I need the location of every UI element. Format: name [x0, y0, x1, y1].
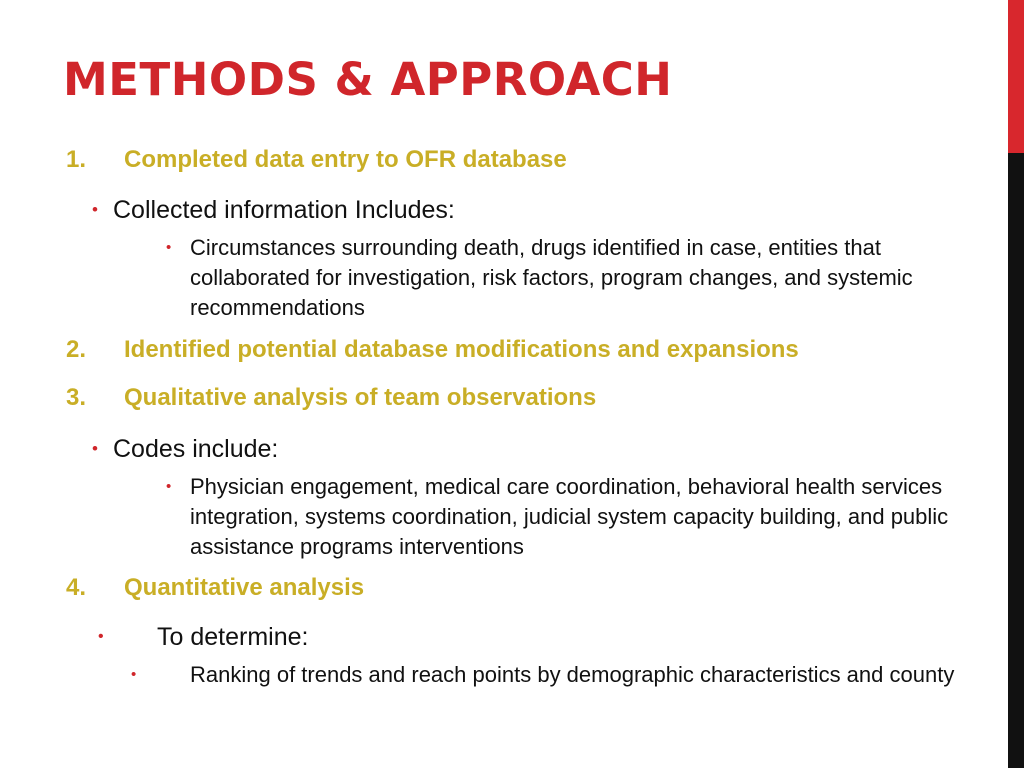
- item-1-heading: Completed data entry to OFR database: [124, 146, 567, 173]
- item-1-sub-bullet-text: Circumstances surrounding death, drugs identified in case, entities that collaborated for investigation, risk factors, program changes, and systemic recommendations: [190, 235, 913, 320]
- item-3-number: 3.: [66, 384, 87, 411]
- item-4-sub-bullet-marker: •: [131, 666, 137, 683]
- item-2-heading: Identified potential database modifications and expansions: [124, 336, 799, 363]
- item-2-number: 2.: [66, 336, 87, 363]
- item-1-number: 1.: [66, 146, 87, 173]
- item-3-bullet-text: Codes include:: [113, 435, 279, 463]
- item-4-number: 4.: [66, 574, 87, 601]
- item-4-bullet-marker: •: [98, 628, 104, 645]
- item-4-heading: Quantitative analysis: [124, 574, 365, 601]
- accent-bar-bottom: [1008, 153, 1024, 768]
- item-3-sub-bullet-marker: •: [166, 478, 172, 495]
- accent-bar: [1008, 0, 1024, 768]
- accent-bar-top: [1008, 0, 1024, 153]
- item-3-bullet-marker: •: [92, 439, 98, 458]
- slide-title: METHODS & APPROACH: [63, 53, 673, 106]
- item-1-bullet-marker: •: [92, 200, 98, 219]
- item-4-sub-bullet-text: Ranking of trends and reach points by demographic characteristics and county: [190, 662, 955, 687]
- item-1-bullet-text: Collected information Includes:: [113, 196, 455, 224]
- item-4-bullet-text: To determine:: [157, 623, 309, 651]
- item-3-sub-bullet-text: Physician engagement, medical care coordination, behavioral health services integration, systems coordination, judicial system capacity building, and public assistance programs interventions: [190, 474, 949, 559]
- item-1-sub-bullet-marker: •: [166, 239, 172, 256]
- item-3-heading: Qualitative analysis of team observations: [124, 384, 597, 411]
